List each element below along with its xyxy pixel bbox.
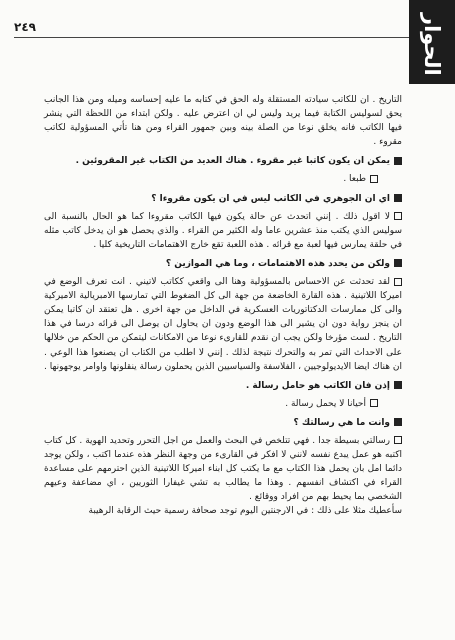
paragraph-text: التاريخ . ان للكاتب سيادته المستقلة وله الحق في كتابه ما عليه إحساسه وميله ومن هذا الجانب يحق لسوليس الكتابة فيما يريد وليس لي ان اعترض عليه . ولكن ابتداء من اللحظة التي ينشر فيها الكاتب فانه يخلق نوعا من الصلة بينه وبين جمهور القراء ومن هنا تأتي المسؤولية لكاتب مقروء . xyxy=(44,95,402,148)
paragraph-text: طبعا . xyxy=(343,174,366,185)
paragraph-text: لقد تحدثت عن الاحساس بالمسؤولية وهنا الى واقعي ككاتب لاتيني . انت تعرف الوضع في اميركا اللاتينية . هذه القارة الخاضعة من جهة الى كل الضغوط التي تمارسها الامبريالية الاميركية والى كل ممارسات الدكتاتوريات العسكرية في الداخل من جهة اخرى . هل تعتقد ان كاتبا يمكن ان ينجز رواية دون ان يشير الى هذا الوضع ودون ان يحاول ان يوصل الى قرائه درسا في هذا التاريخ . لست مؤرخا ولكن يجب ان نقدم للقارىء نوعا من الامكانات ليتمكن من الحكم من خلالها على الاحداث التي تمر به والتحرك نتيجة لذلك . إنني لا اطلب من الكتاب ان يصنعوا هذا الوعي . ان هناك ايضا الايديولوجيين ، الفلاسفة والسياسيين الذين يحملون رسالة ينقلونها واوامر يوجهونها . xyxy=(44,277,402,372)
hollow-square-bullet-icon xyxy=(394,278,402,286)
interview-question xyxy=(44,192,402,206)
hollow-square-bullet-icon xyxy=(370,175,378,183)
paragraph-text: ولكن من يحدد هذه الاهتمامات ، وما هي الموازين ؟ xyxy=(165,258,390,269)
paragraph-text: رسالتي بسيطة جدا . فهي تتلخص في البحث والعمل من اجل التحرر وتحديد الهوية . كل كتاب اكتبه هو عمل يبدع نفسه لانني لا افكر في القارىء من وجهة النظر هذه عندما اكتب ، ولكن يوجد دائما امل بان يحمل هذا الكتاب مع ما يكتب كل ابناء اميركا اللاتينية الذين احترمهم على مساعدة القراء في اكتشاف انفسهم . وهذا ما يطالب به تشي غيفارا الثوريين ، اي مضاعفة وعيهم الشخصي بما يحيط بهم من افراد ووقائع . xyxy=(44,435,402,503)
paragraph-text: اي ان الجوهري في الكاتب ليس في ان يكون مقروءا ؟ xyxy=(151,193,390,204)
paragraph-text: يمكن ان يكون كاتبا غير مقروء . هناك العديد من الكتاب غير المقروئين . xyxy=(75,156,390,167)
interview-question xyxy=(44,154,402,168)
interview-question xyxy=(44,416,402,430)
interview-question xyxy=(44,379,402,393)
header-rule xyxy=(14,37,424,38)
filled-square-bullet-icon xyxy=(394,194,402,202)
section-tab xyxy=(409,0,455,84)
filled-square-bullet-icon xyxy=(394,259,402,267)
interview-answer xyxy=(44,397,378,411)
hollow-square-bullet-icon xyxy=(394,212,402,220)
body-text xyxy=(44,93,402,519)
interview-answer xyxy=(44,172,378,186)
filled-square-bullet-icon xyxy=(394,157,402,165)
body-paragraph xyxy=(44,93,402,149)
interview-answer xyxy=(44,210,402,252)
paragraph-text: لا اقول ذلك . إنني اتحدث عن حالة يكون فيها الكاتب مقروءا كما هو الحال بالنسبة الى سوليس الذي يكتب منذ عشرين عاما وله الكثير من القراء . والذي يحصل هو ان يدخل كاتب مثله في حلقة يمارس فيها لعبة مع قرائه . هذه اللعبة تقع خارج الاهتمامات التاريخية كليا . xyxy=(44,211,402,250)
interview-answer xyxy=(44,434,402,504)
interview-question xyxy=(44,257,402,271)
paragraph-text: أحيانا لا يحمل رسالة . xyxy=(285,398,366,409)
filled-square-bullet-icon xyxy=(394,381,402,389)
section-tab-label: الحوار xyxy=(420,13,444,76)
page-number: ٢٤٩ xyxy=(14,20,36,34)
body-paragraph xyxy=(44,504,402,518)
paragraph-text: وانت ما هي رسالتك ؟ xyxy=(293,417,390,428)
interview-answer xyxy=(44,275,402,374)
filled-square-bullet-icon xyxy=(394,418,402,426)
hollow-square-bullet-icon xyxy=(370,399,378,407)
paragraph-text: إذن فان الكاتب هو حامل رسالة . xyxy=(245,380,390,391)
hollow-square-bullet-icon xyxy=(394,436,402,444)
paragraph-text: سأعطيك مثلا على ذلك : في الارجنتين اليوم توجد صحافة رسمية حيث الرقابة الرهيبة xyxy=(88,506,402,517)
